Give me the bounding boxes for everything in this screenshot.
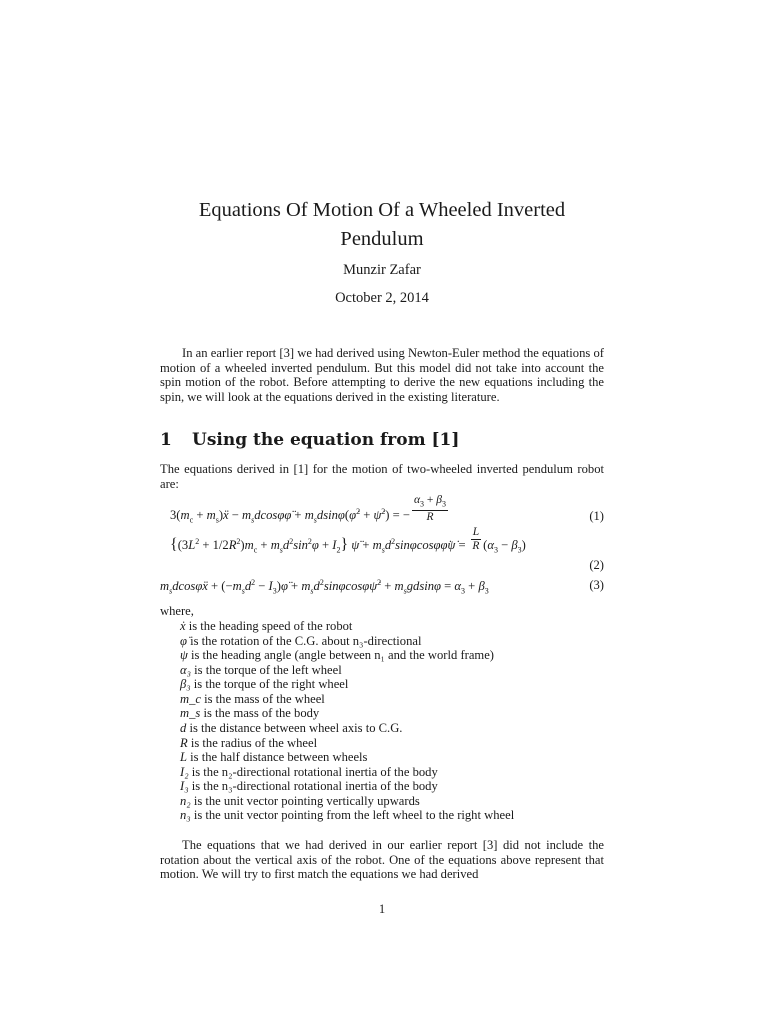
definition-item: ẋ is the heading speed of the robot bbox=[180, 619, 353, 633]
section-heading bbox=[160, 430, 604, 450]
equation-2-number: (2) bbox=[589, 558, 604, 572]
definition-item: R is the radius of the wheel bbox=[180, 735, 318, 750]
definition-item: m_c is the mass of the wheel bbox=[180, 691, 325, 706]
equation-3-body: $m_sdcos\varphi ẍ + (-m_sd^2$ − $I_3)\varphï$ + $m_sd^2\sin\varphi\cos\varphi\psi̇^2 + m_sgdsin\varphi = \alpha_3 + \beta_3$ bbox=[160, 578, 489, 596]
paper-title: Equations Of Motion Of a Wheeled Inverted Pendulum bbox=[198, 199, 566, 250]
definition-item: m_s is the mass of the body bbox=[180, 706, 320, 721]
equation-1-body: $3(m_c$ + $m_s)ẍ$ − $m_sdcos\varphi\varphï$ + $m_sdsin\varphi(\varphi̇^2$ + ψ̇$^2$) = − $\frac{\alpha_3 + \beta_3}{R}$ bbox=[170, 494, 447, 525]
definition-item: I₃ is the n₃-directional rotational inertia of the body bbox=[180, 779, 438, 794]
definition-item: φ̇ is the rotation of the C.G. about n₃-directional bbox=[180, 633, 422, 648]
definitions-list bbox=[180, 619, 604, 823]
equation-3 bbox=[160, 578, 604, 596]
definition-item: L is the half distance between wheels bbox=[180, 750, 368, 765]
author-name: Munzir Zafar bbox=[343, 262, 421, 278]
definition-item: α₃ is the torque of the left wheel bbox=[180, 662, 342, 677]
definition-item: d is the distance between wheel axis to C.G. bbox=[180, 720, 403, 735]
equation-1-number: (1) bbox=[589, 509, 604, 523]
equation-3-number: (3) bbox=[589, 578, 604, 592]
definition-item: n₃ is the unit vector pointing from the left wheel to the right wheel bbox=[180, 808, 515, 823]
definition-item: I₂ is the n₂-directional rotational inertia of the body bbox=[180, 764, 438, 779]
definition-item: β₃ is the torque of the right wheel bbox=[180, 677, 349, 692]
definition-item: ψ is the heading angle (angle between n₁ and the world frame) bbox=[180, 648, 495, 663]
intro-paragraph: The equations derived in [1] for the motion of two-wheeled inverted pendulum robot are: bbox=[160, 462, 604, 491]
equation-1 bbox=[160, 494, 604, 532]
equation-2-body: $\{(3L^2 + 1/2R^2)m_c + m_sd^2\sin^2\varphi + I_2\}$ ψ̈ + $m_sd^2\sin\varphi\cos\varphi\varphi̇\psi̇$ = $\frac{L}{R}$ $(\alpha_3 - \beta_3)$ bbox=[170, 525, 526, 555]
where-label: where, bbox=[160, 604, 194, 618]
section-number: 1 bbox=[160, 430, 172, 450]
definition-item: n₂ is the unit vector pointing vertically upwards bbox=[180, 793, 420, 808]
equation-2 bbox=[160, 525, 604, 582]
paper-date: October 2, 2014 bbox=[335, 290, 429, 306]
abstract-paragraph: In an earlier report [3] we had derived using Newton-Euler method the equations of motion of a wheeled inverted pendulum. But this model did not take into account the spin motion of the robot. Before attempting to derive the new equations including the spin, we will look at the equations derived in the existing literature. bbox=[160, 346, 604, 404]
page-number: 1 bbox=[378, 902, 386, 916]
section-title: Using the equation from [1] bbox=[192, 430, 460, 450]
closing-paragraph: The equations that we had derived in our earlier report [3] did not include the rotation about the vertical axis of the robot. One of the equations above represent that motion. We will try to first match the equations we had derived bbox=[160, 838, 604, 882]
